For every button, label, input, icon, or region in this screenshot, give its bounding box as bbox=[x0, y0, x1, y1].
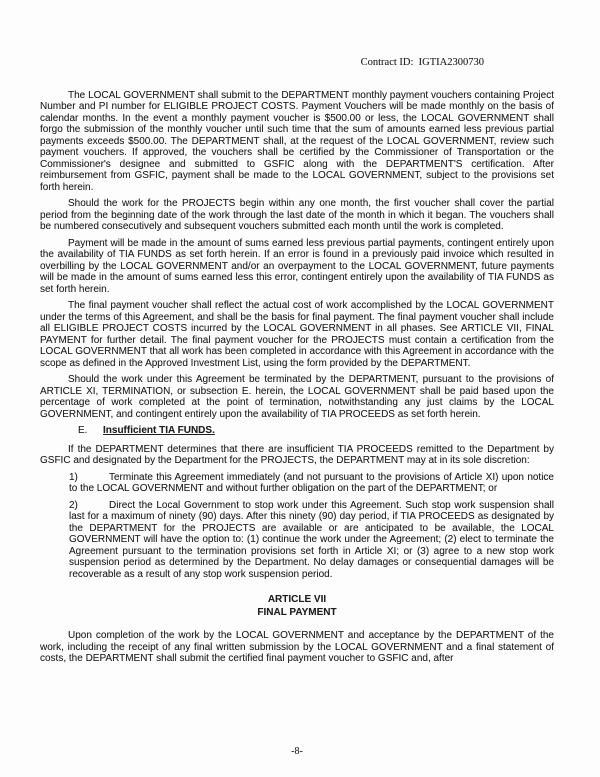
section-e-letter: E. bbox=[78, 425, 88, 436]
page-number-footer: -8- bbox=[291, 745, 303, 757]
paragraph-payment-amount: Payment will be made in the amount of sums earned less previous partial payments, contingent entirely upon the availability of TIA FUNDS as set forth herein. If an error is found in a previously paid invoice which resulted in overbilling by the LOCAL GOVERNMENT and/or an overpayment to the LOCAL GOVERNMENT, future payments will be made in the amount of sums earned less this error, contingent entirely upon the availability of TIA FUNDS as set forth herein. bbox=[40, 237, 554, 295]
list-item-text: Terminate this Agreement immediately (and not pursuant to the provisions of Article XI) upon notice to the LOCAL GOVERNMENT and without further obligation on the part of the DEPARTMENT; or bbox=[69, 471, 554, 494]
paragraph-termination: Should the work under this Agreement be terminated by the DEPARTMENT, pursuant to the provisions of ARTICLE XI, TERMINATION, or subsection E. herein, the LOCAL GOVERNMENT shall be paid based upon the percentage of work completed at the point of termination, notwithstanding any just claims by the LOCAL GOVERNMENT, and contingent entirely upon the availability of TIA PROCEEDS as set forth herein. bbox=[40, 374, 554, 420]
section-e-title: Insufficient TIA FUNDS. bbox=[103, 425, 215, 436]
section-e-heading bbox=[40, 425, 554, 437]
paragraph-monthly-vouchers: The LOCAL GOVERNMENT shall submit to the DEPARTMENT monthly payment vouchers containing Project Number and PI number for ELIGIBLE PROJECT COSTS. Payment Vouchers will be made monthly on the basis of calendar months. In the event a monthly payment voucher is $500.00 or less, the LOCAL GOVERNMENT shall forgo the submission of the monthly voucher until such time that the sum of amounts earned less previous partial payments exceeds $500.00. The DEPARTMENT shall, at the request of the LOCAL GOVERNMENT, review such payment vouchers. If approved, the vouchers shall be certified by the Commissioner of Transportation or the Commissioner's designee and submitted to GSFIC along with the DEPARTMENT'S certification. After reimbursement from GSFIC, payment shall be made to the LOCAL GOVERNMENT, subject to the provisions set forth herein. bbox=[40, 89, 554, 193]
list-item-number: 2) bbox=[69, 499, 78, 511]
list-item-stop-work bbox=[69, 500, 554, 581]
list-item-terminate bbox=[69, 472, 554, 495]
final-payment-paragraph: Upon completion of the work by the LOCAL GOVERNMENT and acceptance by the DEPARTMENT of the work, including the receipt of any final written submission by the LOCAL GOVERNMENT and a final statement of costs, the DEPARTMENT shall submit the certified final payment voucher to GSFIC and, after bbox=[40, 630, 554, 664]
list-item-text: Direct the Local Government to stop work under this Agreement. Such stop work suspension shall last for a maximum of ninety (90) days. After this ninety (90) day period, if TIA PROCEEDS as designated by the DEPARTMENT for the PROJECTS are available or are anticipated to be available, the LOCAL GOVERNMENT will have the option to: (1) continue the work under the Agreement; (2) elect to terminate the Agreement pursuant to the termination provisions set forth in Article XI; or (3) agree to a new stop work suspension period as determined by the Department. No delay damages or consequential damages will be recoverable as a result of any stop work suspension period. bbox=[69, 499, 554, 580]
article-vii-heading bbox=[40, 594, 554, 619]
paragraph-final-voucher: The final payment voucher shall reflect the actual cost of work accomplished by the LOCAL GOVERNMENT under the terms of this Agreement, and shall be the basis for final payment. The final payment voucher shall include all ELIGIBLE PROJECT COSTS incurred by the LOCAL GOVERNMENT in all phases. See ARTICLE VII, FINAL PAYMENT for further detail. The final payment voucher for the PROJECTS must contain a certification from the LOCAL GOVERNMENT that all work has been completed in accordance with this Agreement in accordance with the scope as defined in the Approved Investment List, using the form provided by the DEPARTMENT. bbox=[40, 300, 554, 369]
list-item-number: 1) bbox=[69, 471, 78, 483]
contract-id: Contract ID: IGTIA2300730 bbox=[360, 57, 484, 68]
article-vii-heading-line1: ARTICLE VII bbox=[267, 594, 327, 605]
paragraph-first-voucher: Should the work for the PROJECTS begin within any one month, the first voucher shall cover the partial period from the beginning date of the work through the last date of the month in which it began. The vouchers shall be numbered consecutively and subsequent vouchers submitted each month until the work is completed. bbox=[40, 198, 554, 232]
section-e-intro: If the DEPARTMENT determines that there are insufficient TIA PROCEEDS remitted to the Department by GSFIC and designated by the Department for the PROJECTS, the DEPARTMENT may at in its sole discretion: bbox=[40, 443, 554, 466]
article-vii-heading-line2: FINAL PAYMENT bbox=[257, 606, 337, 618]
